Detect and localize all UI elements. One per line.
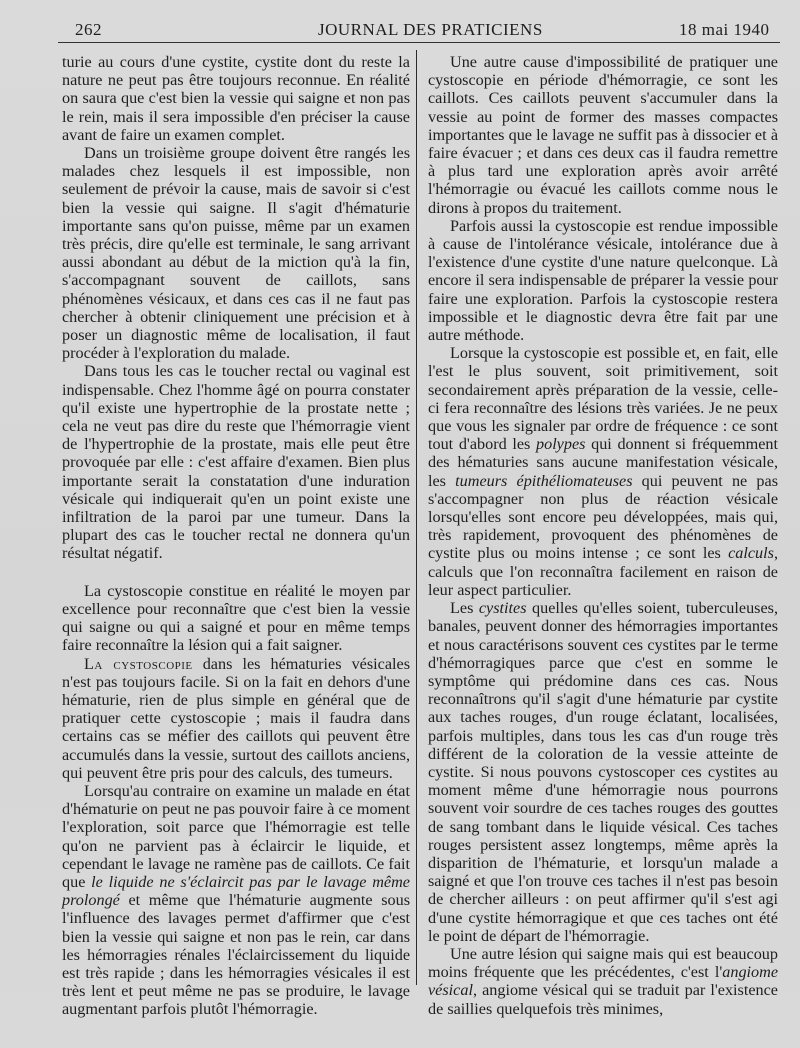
left-column	[62, 53, 410, 1019]
paragraph: La cystoscopie constitue en réalité le moyen par excellence pour reconnaître que c'est bien la vessie qui saigne ou qui a saigné et pour en même temps faire reconnaître la lésion qui a fait saigner.	[62, 581, 410, 655]
paragraph: turie au cours d'une cystite, cystite dont du reste la nature ne peut pas être toujours reconnue. En réalité on saura que c'est bien la vessie qui saigne et non pas le rein, mais il sera impossible d'en préciser la cause avant de faire un examen complet.	[62, 53, 410, 144]
issue-date: 18 mai 1940	[679, 20, 770, 39]
paragraph: Dans un troisième groupe doivent être rangés les malades chez lesquels il est impossible, non seulement de prévoir la cause, mais de savoir si c'est bien la vessie qui saigne. Il s'agit d'hématurie importante sans qu'on puisse, même par un examen très précis, dire qu'elle est terminale, le sang arrivant aussi abondant au début de la miction qu'à la fin, s'accompagnant souvent de caillots, sans phénomènes vésicaux, et dans ces cas il ne faut pas chercher à obtenir cliniquement une précision et à poser un diagnostic même de localisation, il faut procéder à l'exploration du malade.	[62, 144, 410, 363]
italic-term: polypes	[536, 435, 586, 454]
smallcaps-lead: La cystoscopie	[84, 654, 193, 673]
italic-term: cystites	[478, 599, 527, 618]
right-column	[428, 53, 778, 1018]
paragraph: Une autre lésion qui saigne mais qui est beaucoup moins fréquente que les précédentes, c'est l'angiome vésical, angiome vésical qui se traduit par l'existence de saillies quelquefois très minimes,	[428, 944, 778, 1018]
header-rule	[58, 42, 780, 43]
page-number: 262	[75, 20, 102, 39]
paragraph: Parfois aussi la cystoscopie est rendue impossible à cause de l'intolérance vésicale, intolérance due à l'existence d'une cystite d'une nature quelconque. Là encore il sera indispensable de préparer la vessie pour faire une exploration. Parfois la cystoscopie restera impossible et le diagnostic devra être fait par une autre méthode.	[428, 216, 778, 345]
paragraph: Lorsqu'au contraire on examine un malade en état d'hématurie on peut ne pas pouvoir faire à ce moment l'exploration, soit parce que l'hémorragie est telle qu'on ne parvient pas à éclaircir le liquide, et cependant le lavage ne ramène pas de caillots. Ce fait que le liquide ne s'éclaircit pas par le lavage même prolongé et même que l'hématurie augmente sous l'influence des lavages permet d'affirmer que c'est bien la vessie qui saigne et non pas le rein, car dans les hémorragies rénales l'éclaircissement du liquide est très rapide ; dans les hémorragies vésicales il est très lent et peut même ne pas se produire, le lavage augmentant parfois plutôt l'hémorragie.	[62, 781, 410, 1019]
journal-title: JOURNAL DES PRATICIENS	[318, 20, 543, 39]
italic-term: calculs	[728, 544, 774, 563]
paragraph: Les cystites quelles qu'elles soient, tuberculeuses, banales, peuvent donner des hémorragies importantes et nous caractérisons souvent ces cystites par le terme d'hémorragiques parce que c'est en somme le symptôme qui prédomine dans ces cas. Nous reconnaîtrons qu'il s'agit d'une hématurie par cystite aux taches rouges, d'un rouge éclatant, localisées, parfois multiples, dans tous les cas d'un rouge très différent de la coloration de la vessie atteinte de cystite. Si nous pouvons cystoscoper ces cystites au moment même d'une hémorragie nous pourrons souvent voir sourdre de ces taches rouges des gouttes de sang tombant dans le liquide vésical. Ces taches rouges persistent assez longtemps, même après la disparition de l'hématurie, et lorsqu'un malade a saigné et que l'on trouve ces taches il n'est pas besoin de chercher ailleurs : on peut affirmer qu'il s'est agi d'une cystite hémorragique et que ces taches ont été le point de départ de l'hémorragie.	[428, 599, 778, 945]
italic-term: tumeurs épithéliomateuses	[455, 471, 633, 490]
italic-phrase: le liquide ne s'éclaircit pas par le lavage même prolongé	[62, 872, 410, 910]
paragraph: Lorsque la cystoscopie est possible et, en fait, elle l'est le plus souvent, soit primitivement, soit secondairement après préparation de la vessie, celle-ci fera reconnaître des lésions très variées. Je ne peux que vous les signaler par ordre de fréquence : ce sont tout d'abord les polypes qui donnent si fréquemment des hématuries sans aucune manifestation vésicale, les tumeurs épithéliomateuses qui peuvent ne pas s'accompagner non plus de réaction vésicale lorsqu'elles sont encore peu développées, mais qui, très rapidement, provoquent des phénomènes de cystite plus ou moins intense ; ce sont les calculs, calculs que l'on reconnaîtra facilement en raison de leur aspect particulier.	[428, 344, 778, 599]
paragraph: Dans tous les cas le toucher rectal ou vaginal est indispensable. Chez l'homme âgé on pourra constater qu'il existe une hypertrophie de la prostate nette ; cela ne veut pas dire du reste que l'hémorragie vient de l'hypertrophie de la prostate, mais elle peut être provoquée par elle : c'est affaire d'examen. Bien plus importante serait la constatation d'une induration vésicale qui indiquerait qu'en un point existe une infiltration de la paroi par une tumeur. Dans la plupart des cas le toucher rectal ne donnera qu'un résultat négatif.	[62, 362, 410, 563]
paragraph: Une autre cause d'impossibilité de pratiquer une cystoscopie en période d'hémorragie, ce sont les caillots. Ces caillots peuvent s'accumuler dans la vessie au point de former des masses compactes importantes que le lavage ne suffit pas à dissocier et à faire évacuer ; et dans ces deux cas il faudra remettre à plus tard une exploration après avoir arrêté l'hémorragie ou évacué les caillots comme nous le dirons à propos du traitement.	[428, 53, 778, 217]
paragraph: La cystoscopie dans les hématuries vésicales n'est pas toujours facile. Si on la fait en dehors d'une hématurie, rien de plus simple en général que de pratiquer cette cystoscopie ; mais il faudra dans certains cas se méfier des caillots qui peuvent être accumulés dans la vessie, surtout des caillots anciens, qui peuvent être pris pour des calculs, des tumeurs.	[62, 654, 410, 782]
italic-term: angiome vésical	[428, 963, 778, 1000]
column-divider	[416, 50, 417, 985]
